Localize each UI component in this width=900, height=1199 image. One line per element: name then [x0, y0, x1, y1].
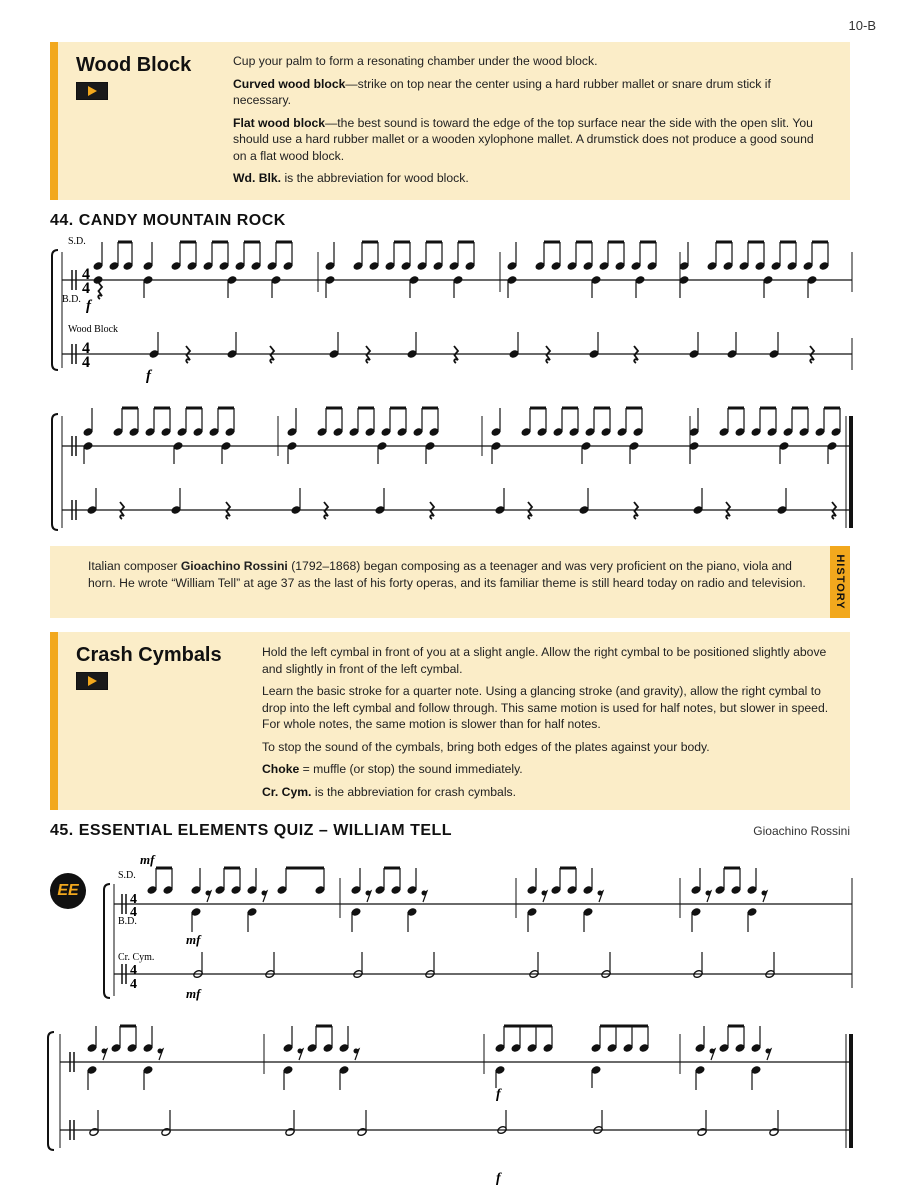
- svg-text:mf: mf: [140, 852, 155, 867]
- exercise-45-score: [0, 848, 900, 1188]
- label-wood-block: Wood Block: [68, 324, 119, 335]
- label-bass-drum: B.D.: [118, 916, 137, 927]
- svg-text:4: 4: [130, 905, 137, 920]
- label-snare-drum: S.D.: [118, 870, 136, 881]
- wood-block-p4: Wd. Blk. is the abbreviation for wood block.: [233, 171, 469, 185]
- svg-text:f: f: [86, 298, 91, 314]
- label-snare-drum: S.D.: [68, 236, 86, 247]
- accent-bar: [50, 632, 58, 810]
- svg-text:4: 4: [130, 977, 137, 992]
- wood-block-text: [233, 53, 823, 193]
- wood-block-p1: Cup your palm to form a resonating chamber under the wood block.: [233, 54, 598, 68]
- svg-text:f: f: [146, 368, 151, 384]
- play-icon: [88, 676, 97, 686]
- crash-p5: Cr. Cym. is the abbreviation for crash cymbals.: [262, 784, 517, 799]
- history-tab: HISTORY: [830, 546, 850, 618]
- crash-p4: Choke = muffle (or stop) the sound immediately.: [262, 762, 523, 776]
- label-bass-drum: B.D.: [62, 294, 81, 305]
- svg-text:4: 4: [130, 963, 137, 978]
- svg-text:f: f: [496, 1171, 501, 1186]
- svg-text:4: 4: [82, 280, 90, 297]
- wood-block-title: Wood Block: [76, 54, 192, 76]
- exercise-45-title: 45. ESSENTIAL ELEMENTS QUIZ – WILLIAM TELL: [50, 822, 453, 839]
- history-box: [50, 546, 830, 618]
- exercise-44-title: 44. CANDY MOUNTAIN ROCK: [50, 212, 286, 229]
- svg-text:f: f: [496, 1087, 501, 1102]
- svg-text:mf: mf: [186, 932, 201, 947]
- history-text: Italian composer Gioachino Rossini (1792–1868) began composing as a teenager and was very proficient on the piano, viola and horn. He wrote “William Tell” at age 37 as the last of his forty operas, and its familiar theme is still heard today on radio and television.: [88, 559, 806, 590]
- svg-text:4: 4: [82, 266, 90, 283]
- play-button[interactable]: [76, 82, 108, 100]
- wood-block-p3: Flat wood block—the best sound is toward the edge of the top surface near the side with the open slit. You should use a hard rubber mallet or a wooden xylophone mallet. A drumstick does not produce a good sound on a flat wood block.: [233, 115, 814, 163]
- exercise-44-score: [0, 228, 900, 538]
- wood-block-info-box: [50, 42, 850, 200]
- crash-p1: Hold the left cymbal in front of you at a slight angle. Allow the right cymbal to be positioned slightly above and slightly in front of the left cymbal.: [262, 645, 827, 676]
- page-number: 10-B: [848, 18, 876, 33]
- crash-p2: Learn the basic stroke for a quarter note. Using a glancing stroke (and gravity), allow the right cymbal to drop into the left cymbal and follow through. This same motion is used for half notes, but slower in speed. For whole notes, the same motion is slower than for half notes.: [262, 684, 829, 731]
- accent-bar: [50, 42, 58, 200]
- crash-cymbals-info-box: [50, 632, 850, 810]
- svg-text:4: 4: [82, 354, 90, 371]
- crash-cymbals-title: Crash Cymbals: [76, 644, 222, 666]
- svg-text:4: 4: [130, 892, 137, 907]
- composer-credit: Gioachino Rossini: [753, 824, 850, 838]
- label-crash-cymbals: Cr. Cym.: [118, 952, 155, 963]
- play-icon: [88, 86, 97, 96]
- svg-text:4: 4: [82, 340, 90, 357]
- essential-elements-logo: EE: [50, 873, 86, 909]
- crash-p3: To stop the sound of the cymbals, bring both edges of the plates against your body.: [262, 739, 710, 754]
- crash-cymbals-text: [262, 644, 832, 806]
- play-button[interactable]: [76, 672, 108, 690]
- svg-text:mf: mf: [186, 986, 201, 1001]
- wood-block-p2: Curved wood block—strike on top near the center using a hard rubber mallet or snare drum stick if necessary.: [233, 76, 771, 107]
